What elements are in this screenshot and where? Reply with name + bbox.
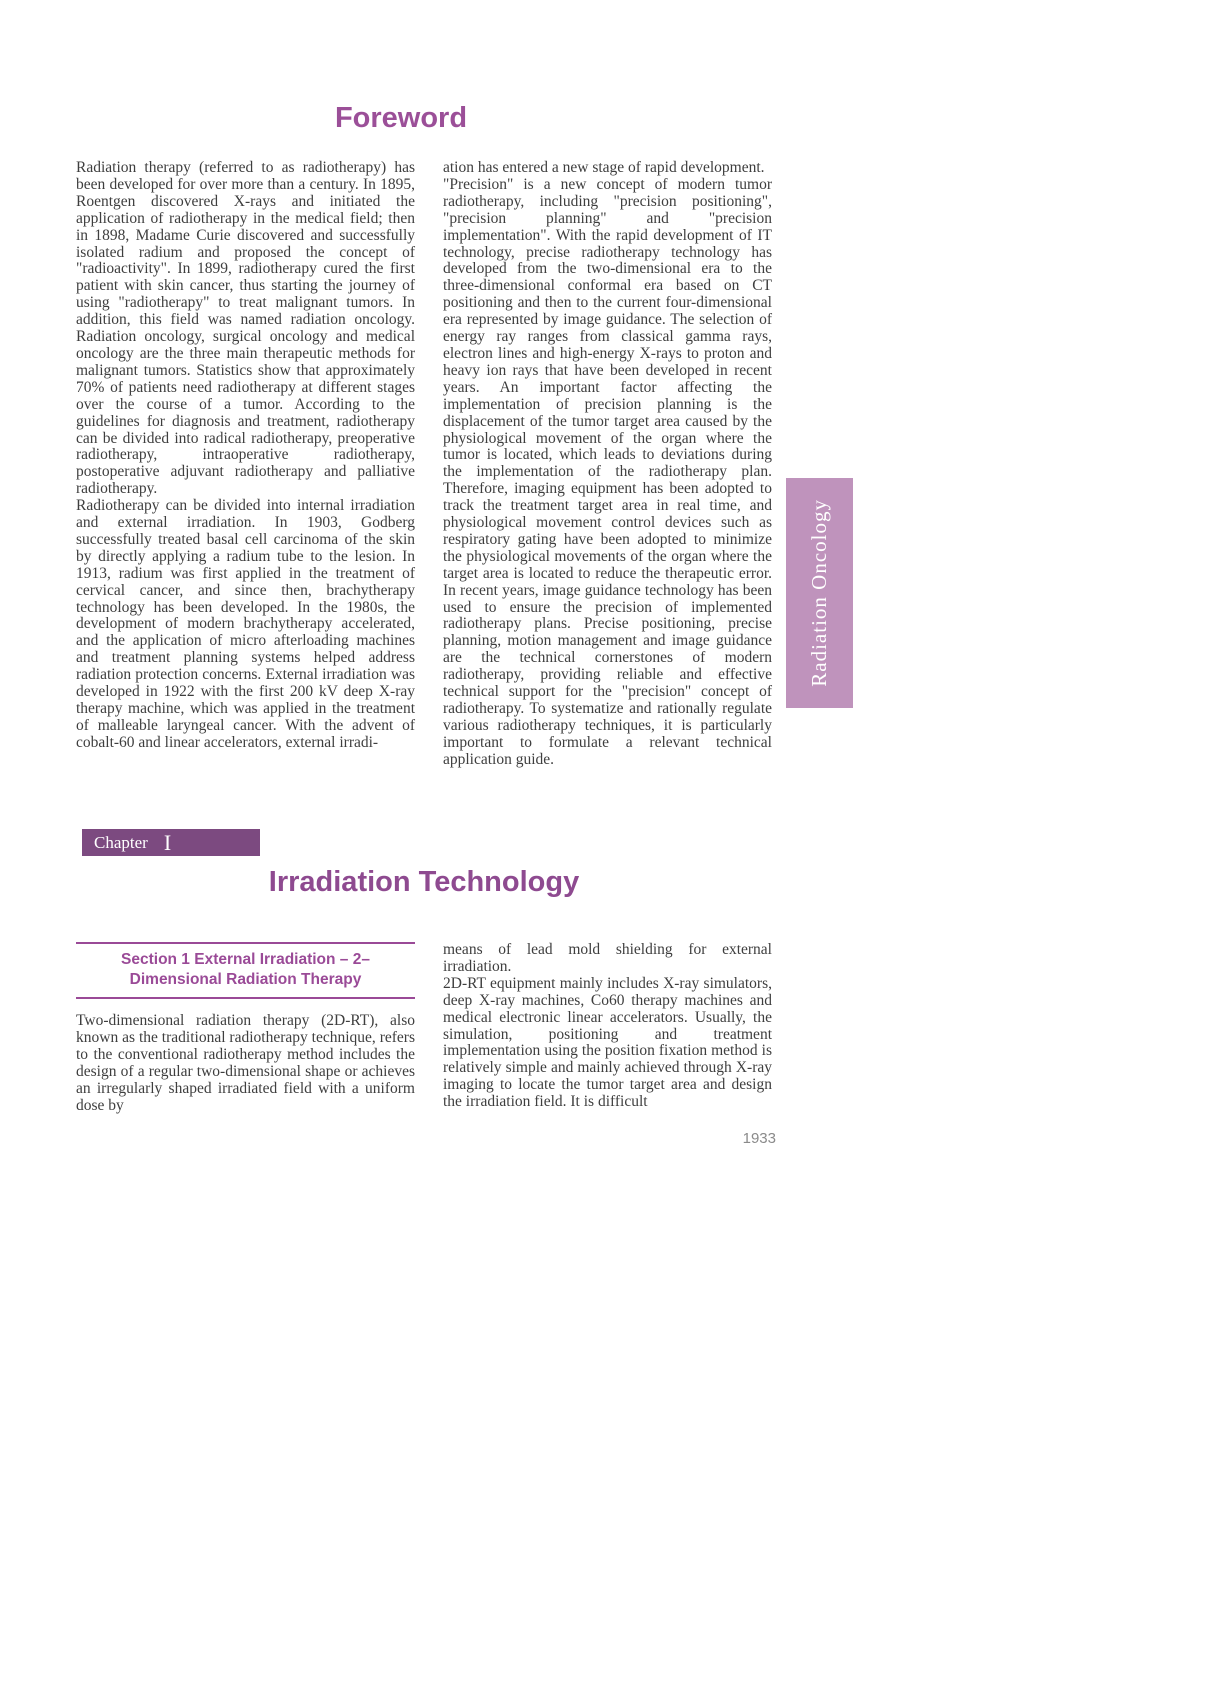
- foreword-right-column: [443, 160, 772, 769]
- foreword-paragraph: "Precision" is a new concept of modern tumor radiotherapy, including "precision positioning", "precision planning" and "precision implementation". With the rapid development of IT technology, precise radiotherapy technology has developed from the two-dimensional era to the three-dimensional conformal era based on CT positioning and then to the current four-dimensional era represented by image guidance. The selection of energy ray ranges from classical gamma rays, electron lines and high-energy X-rays to proton and heavy ion rays that have been developed in recent years. An important factor affecting the implementation of precision planning is the displacement of the tumor target area caused by the physiological movement of the organ where the tumor is located, which leads to deviations during the implementation of the radiotherapy plan. Therefore, imaging equipment has been adopted to track the treatment target area in real time, and physiological movement control devices such as respiratory gating have been adopted to minimize the physiological movements of the organ where the target area is located to reduce the therapeutic error. In recent years, image guidance technology has been used to ensure the precision of implemented radiotherapy plans. Precise positioning, precise planning, motion management and image guidance are the technical cornerstones of modern radiotherapy, providing reliable and effective technical support for the "precision" concept of radiotherapy. To systematize and rationally regulate various radiotherapy techniques, it is particularly important to formulate a relevant technical application guide.: [443, 175, 772, 768]
- foreword-paragraph: Radiotherapy can be divided into internal irradiation and external irradiation. In 1903, Godberg successfully treated basal cell carcinoma of the skin by directly applying a radium tube to the lesion. In 1913, radium was first applied in the treatment of cervical cancer, and since then, brachytherapy technology has been developed. In the 1980s, the development of modern brachytherapy accelerated, and the application of micro afterloading machines and treatment planning systems helped address radiation protection concerns. External irradiation was developed in 1922 with the first 200 kV deep X-ray therapy machine, which was applied in the treatment of malleable laryngeal cancer. With the advent of cobalt-60 and linear accelerators, external irradi-: [76, 497, 415, 751]
- radiation-oncology-edge-tab: [786, 478, 853, 708]
- section-right-column: [443, 942, 772, 1114]
- section-paragraph: means of lead mold shielding for external irradiation.: [443, 941, 772, 975]
- section-heading-line2: Dimensional Radiation Therapy: [129, 971, 362, 988]
- section-heading-line1: Section 1 External Irradiation – 2–: [121, 951, 370, 968]
- chapter-label: Chapter: [94, 832, 148, 852]
- foreword-paragraph: Radiation therapy (referred to as radiotherapy) has been developed for over more than a century. In 1895, Roentgen discovered X-rays and initiated the application of radiotherapy in the medical field; then in 1898, Madame Curie discovered and successfully isolated radium and proposed the concept of "radioactivity". In 1899, radiotherapy cured the first patient with skin cancer, thus starting the journey of using "radiotherapy" to treat malignant tumors. In addition, this field was named radiation oncology. Radiation oncology, surgical oncology and medical oncology are the three main therapeutic methods for malignant tumors. Statistics show that approximately 70% of patients need radiotherapy at different stages over the course of a tumor. According to the guidelines for diagnosis and treatment, radiotherapy can be divided into radical radiotherapy, preoperative radiotherapy, intraoperative radiotherapy, postoperative adjuvant radiotherapy and palliative radiotherapy.: [76, 159, 415, 498]
- foreword-paragraph: ation has entered a new stage of rapid development.: [443, 159, 765, 176]
- foreword-left-column: [76, 160, 415, 769]
- section-paragraph: 2D-RT equipment mainly includes X-ray simulators, deep X-ray machines, Co60 therapy machines and medical electronic linear accelerators. Usually, the simulation, positioning and treatment implementation using the position fixation method is relatively simple and mainly achieved through X-ray imaging to locate the tumor target area and design the irradiation field. It is difficult: [443, 974, 772, 1111]
- foreword-title: Foreword: [334, 102, 468, 134]
- chapter-title: Irradiation Technology: [268, 866, 580, 898]
- section-left-text: [76, 1013, 415, 1114]
- section-left-column: [76, 942, 415, 1114]
- page-number: 1933: [742, 1130, 776, 1147]
- chapter-numeral: I: [163, 829, 172, 855]
- chapter-bar: [82, 829, 260, 856]
- section-columns: [76, 942, 772, 1114]
- section-heading: [76, 942, 415, 999]
- foreword-columns: [76, 160, 772, 769]
- radiation-oncology-edge-tab-label: Radiation Oncology: [807, 499, 831, 687]
- section-paragraph: Two-dimensional radiation therapy (2D-RT), also known as the traditional radiotherapy technique, refers to the conventional radiotherapy method includes the design of a regular two-dimensional shape or achieves an irregularly shaped irradiated field with a uniform dose by: [76, 1012, 415, 1114]
